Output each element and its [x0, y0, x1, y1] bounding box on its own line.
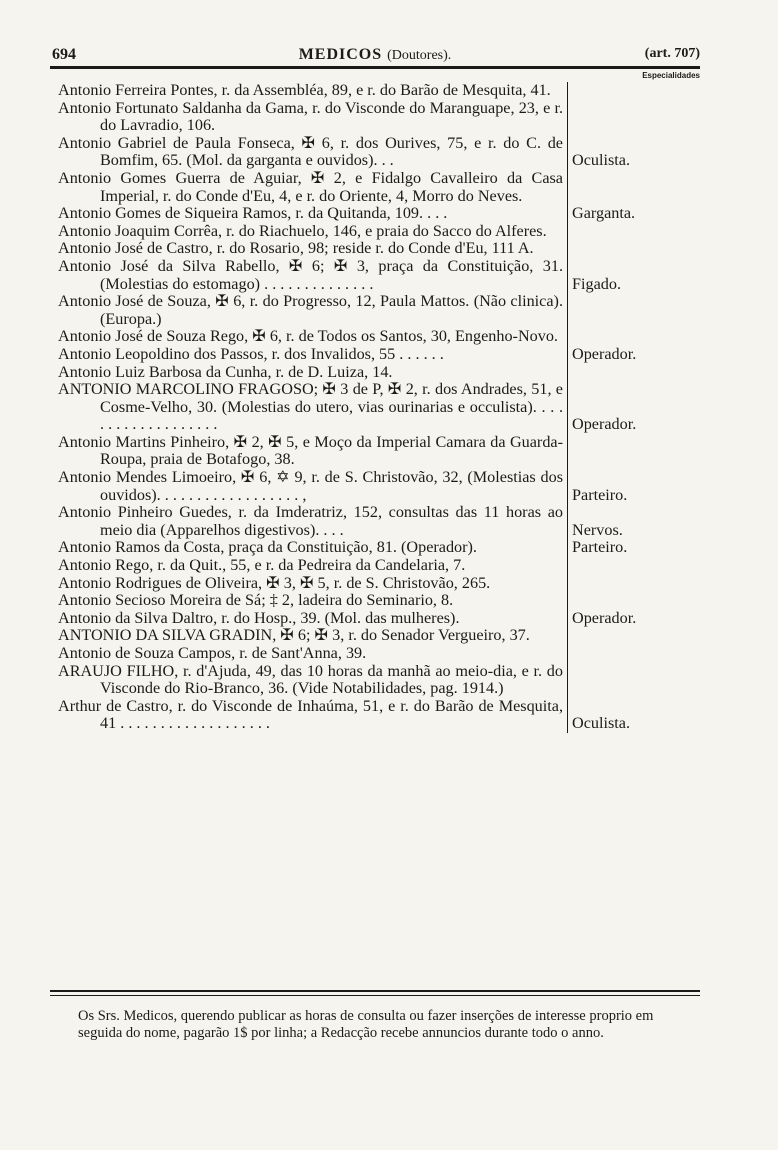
- entry-text: Antonio de Souza Campos, r. de Sant'Anna, 39.: [58, 645, 568, 663]
- specialties-column-heading: Especialidades: [642, 71, 700, 80]
- entry-text: ANTONIO DA SILVA GRADIN, ✠ 6; ✠ 3, r. do Senador Vergueiro, 37.: [58, 627, 568, 645]
- entry-text: Antonio Ramos da Costa, praça da Constituição, 81. (Operador).: [58, 539, 568, 557]
- entry-text: Antonio José da Silva Rabello, ✠ 6; ✠ 3, praça da Constituição, 31. (Molestias do estomago) . . . . . . . . . . . . . .: [58, 258, 568, 293]
- list-item: [58, 205, 700, 223]
- entry-text: Antonio Martins Pinheiro, ✠ 2, ✠ 5, e Moço da Imperial Camara da Guarda-Roupa, praia de Botafogo, 38.: [58, 434, 568, 469]
- list-item: [58, 663, 700, 698]
- footer-note: Os Srs. Medicos, querendo publicar as horas de consulta ou fazer inserções de interesse proprio em seguida do nome, pagarão 1$ por linha; a Redacção recebe annuncios durante todo o anno.: [78, 1008, 654, 1041]
- entry-specialty: Figado.: [572, 274, 622, 293]
- page-title: [50, 46, 700, 64]
- entry-specialty: Oculista.: [572, 151, 630, 170]
- article-ref: (art. 707): [644, 46, 700, 61]
- list-item: [58, 592, 700, 610]
- title-sub: (Doutores).: [387, 48, 452, 63]
- list-item: [58, 504, 700, 539]
- entry-specialty: Garganta.: [572, 204, 636, 223]
- entry-text: ARAUJO FILHO, r. d'Ajuda, 49, das 10 horas da manhã ao meio-dia, e r. do Visconde do Rio-Branco, 36. (Vide Notabilidades, pag. 1914.): [58, 663, 568, 698]
- entry-text: Antonio José de Souza Rego, ✠ 6, r. de Todos os Santos, 30, Engenho-Novo.: [58, 328, 568, 346]
- entry-text: Antonio Gomes Guerra de Aguiar, ✠ 2, e Fidalgo Cavalleiro da Casa Imperial, r. do Conde d'Eu, 4, e r. do Oriente, 4, Morro do Neves.: [58, 170, 568, 205]
- entry-text: Antonio Ferreira Pontes, r. da Assembléa, 89, e r. do Barão de Mesquita, 41.: [58, 82, 568, 100]
- list-item: [58, 539, 700, 557]
- entry-specialty: Operador.: [572, 608, 637, 627]
- entry-text: Antonio José de Castro, r. do Rosario, 98; reside r. do Conde d'Eu, 111 A.: [58, 240, 568, 258]
- list-item: [58, 293, 700, 328]
- entry-specialty: Nervos.: [572, 520, 623, 539]
- footer-rule: [50, 990, 700, 996]
- title-main: MEDICOS: [298, 46, 383, 63]
- entry-text: Antonio Mendes Limoeiro, ✠ 6, ✡ 9, r. de S. Christovão, 32, (Molestias dos ouvidos). . . . . . . . . . . . . . . . . . ,: [58, 469, 568, 504]
- list-item: [58, 610, 700, 628]
- list-item: [58, 100, 700, 135]
- entry-text: Antonio Gabriel de Paula Fonseca, ✠ 6, r. dos Ourives, 75, e r. do C. de Bomfim, 65. (Mol. da garganta e ouvidos). . .: [58, 135, 568, 170]
- list-item: [58, 240, 700, 258]
- entry-text: Antonio Rego, r. da Quit., 55, e r. da Pedreira da Candelaria, 7.: [58, 557, 568, 575]
- entry-specialty: Operador.: [572, 344, 637, 363]
- list-item: [58, 328, 700, 346]
- entry-text: Antonio Pinheiro Guedes, r. da Imderatriz, 152, consultas das 11 horas ao meio dia (Apparelhos digestivos). . . .: [58, 504, 568, 539]
- entry-text: ANTONIO MARCOLINO FRAGOSO; ✠ 3 de P, ✠ 2, r. dos Andrades, 51, e Cosme-Velho, 30. (Molestias do utero, vias ourinarias e occulista). . . . . . . . . . . . . . . . . . .: [58, 381, 568, 434]
- entry-text: Antonio Leopoldino dos Passos, r. dos Invalidos, 55 . . . . . .: [58, 346, 568, 364]
- entry-text: Arthur de Castro, r. do Visconde de Inhaúma, 51, e r. do Barão de Mesquita, 41 . . . . . . . . . . . . . . . . . . .: [58, 698, 568, 733]
- doctor-list: [58, 82, 700, 733]
- list-item: [58, 82, 700, 100]
- entry-specialty: Parteiro.: [572, 538, 628, 557]
- entry-specialty: Operador.: [572, 415, 637, 434]
- entry-text: Antonio Gomes de Siqueira Ramos, r. da Quitanda, 109. . . .: [58, 205, 568, 223]
- list-item: [58, 698, 700, 733]
- list-item: [58, 223, 700, 241]
- list-item: [58, 575, 700, 593]
- page-number: 694: [52, 46, 76, 63]
- list-item: [58, 469, 700, 504]
- list-item: [58, 258, 700, 293]
- entry-text: Antonio Secioso Moreira de Sá; ‡ 2, ladeira do Seminario, 8.: [58, 592, 568, 610]
- running-header: [50, 38, 700, 69]
- entry-text: Antonio José de Souza, ✠ 6, r. do Progresso, 12, Paula Mattos. (Não clinica). (Europa.): [58, 293, 568, 328]
- entry-text: Antonio Joaquim Corrêa, r. do Riachuelo, 146, e praia do Sacco do Alferes.: [58, 223, 568, 241]
- list-item: [58, 381, 700, 434]
- entry-text: Antonio da Silva Daltro, r. do Hosp., 39. (Mol. das mulheres).: [58, 610, 568, 628]
- page: [50, 38, 700, 1041]
- entry-text: Antonio Luiz Barbosa da Cunha, r. de D. Luiza, 14.: [58, 364, 568, 382]
- entry-specialty: Parteiro.: [572, 485, 628, 504]
- entry-specialty: Oculista.: [572, 714, 630, 733]
- list-item: [58, 645, 700, 663]
- entry-text: Antonio Rodrigues de Oliveira, ✠ 3, ✠ 5, r. de S. Christovão, 265.: [58, 575, 568, 593]
- list-item: [58, 346, 700, 364]
- list-item: [58, 135, 700, 170]
- list-item: [58, 627, 700, 645]
- list-item: [58, 364, 700, 382]
- list-item: [58, 170, 700, 205]
- entry-text: Antonio Fortunato Saldanha da Gama, r. do Visconde do Maranguape, 23, e r. do Lavradio, 106.: [58, 100, 568, 135]
- list-item: [58, 557, 700, 575]
- list-item: [58, 434, 700, 469]
